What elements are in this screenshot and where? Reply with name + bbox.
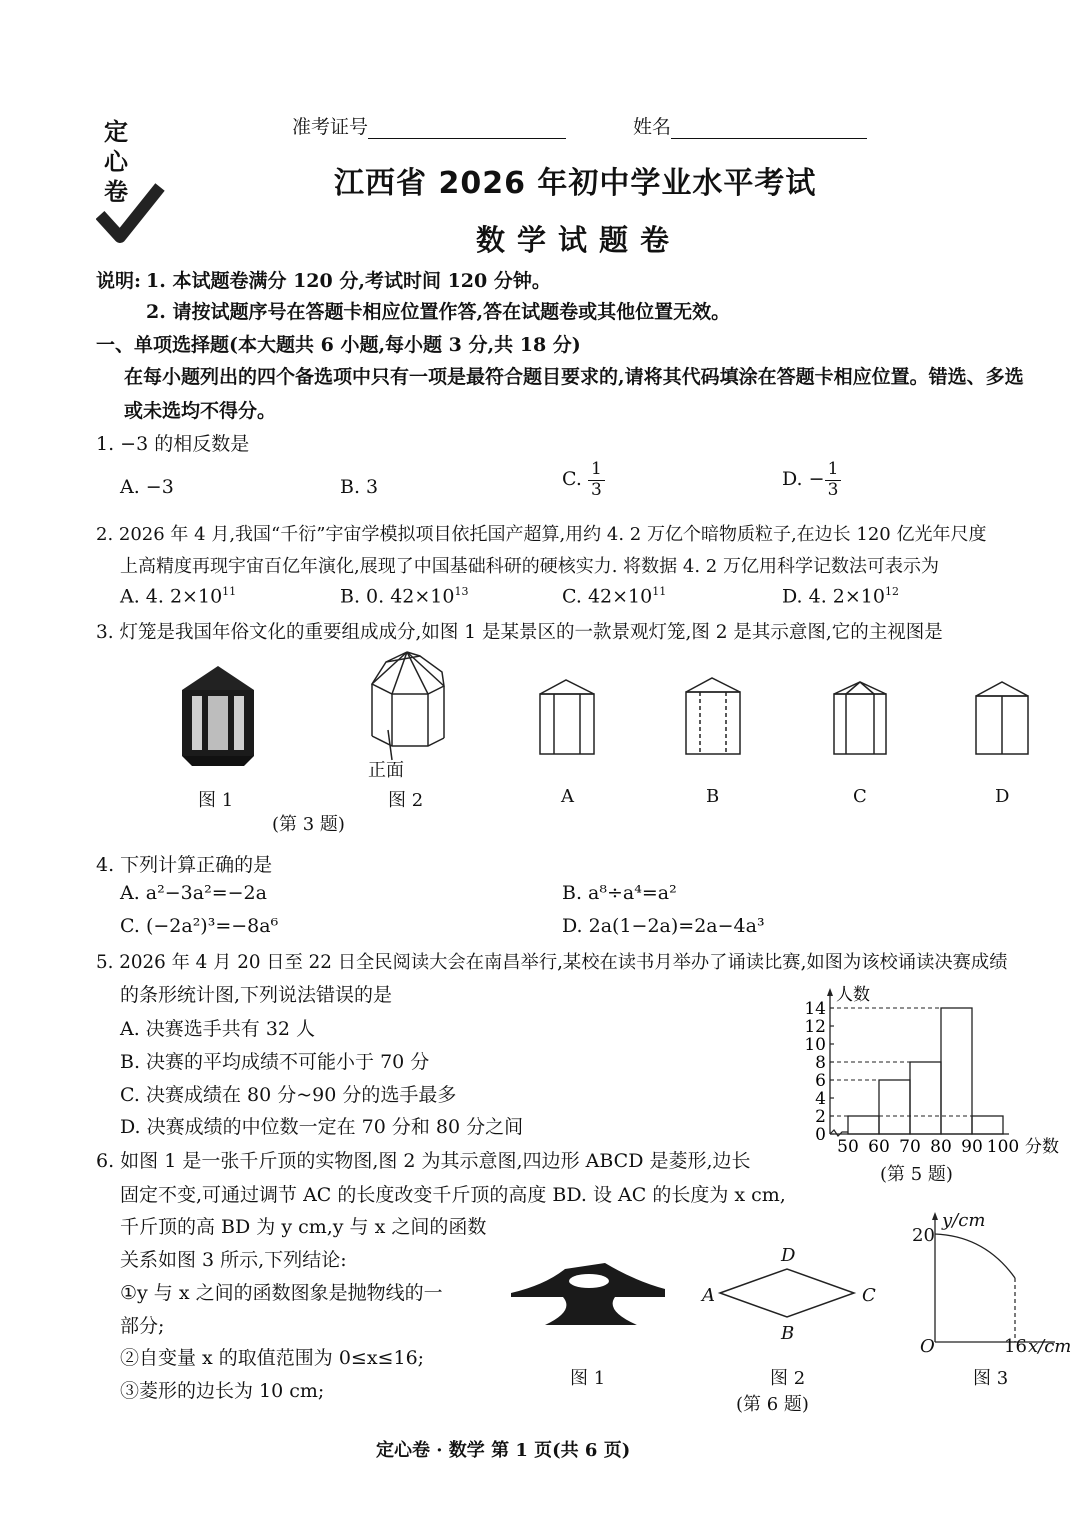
q1-option-c (562, 460, 605, 500)
page-subtitle: 数学试题卷 (476, 223, 682, 257)
q4-stem: 4. 下列计算正确的是 (96, 854, 273, 876)
q2-line-1: 2. 2026 年 4 月,我国“千衍”宇宙学模拟项目依托国产超算,用约 4. 2 万亿个暗物质粒子,在边长 120 亿光年尺度 (96, 524, 987, 545)
q2-option-d (782, 585, 899, 607)
q4-option-c: C. (−2a²)³=−8a⁶ (120, 915, 279, 937)
q6-line-2: 固定不变,可通过调节 AC 的长度改变千斤顶的高度 BD. 设 AC 的长度为 x cm, (120, 1184, 786, 1206)
denominator: 3 (827, 479, 839, 500)
q5-bar-chart (790, 980, 1080, 1180)
x-tick-label: 50 (837, 1137, 859, 1157)
rhombus-label-c: C (862, 1285, 876, 1306)
axis-break-mark (830, 1130, 848, 1136)
x-axis-label: 分数 (1025, 1137, 1059, 1157)
q2-d-exp: 12 (885, 585, 899, 598)
q3-fig2-label: 图 2 (388, 790, 424, 811)
x-tick-label: 80 (930, 1137, 952, 1157)
q2-d-base: D. 4. 2×10 (782, 585, 885, 608)
x-tick-label: 60 (868, 1137, 890, 1157)
instructions-label: 说明: (96, 270, 142, 292)
bar (879, 1080, 910, 1134)
y-tick-label: 10 (804, 1035, 826, 1055)
q5-line-2: 的条形统计图,下列说法错误的是 (120, 984, 393, 1006)
q1-c-label: C. (562, 468, 582, 491)
q2-option-a (120, 585, 236, 607)
bar (941, 1008, 972, 1134)
lantern-photo (182, 666, 254, 766)
q6-fig3-label: 图 3 (973, 1368, 1009, 1389)
y-tick-label: 14 (804, 999, 826, 1019)
name-field (633, 112, 867, 139)
q3-stem: 3. 灯笼是我国年俗文化的重要组成成分,如图 1 是某景区的一款景观灯笼,图 2 是其示意图,它的主视图是 (96, 622, 943, 643)
fraction (588, 460, 605, 500)
q6-caption: (第 6 题) (736, 1394, 809, 1415)
q1-stem: 1. −3 的相反数是 (96, 433, 250, 455)
q6-conclusion-2: ②自变量 x 的取值范围为 0≤x≤16; (120, 1347, 425, 1369)
q6-fig1-label: 图 1 (570, 1368, 606, 1389)
option-c-view (834, 682, 886, 754)
graph-x-value: 16 (1004, 1336, 1027, 1357)
rhombus-label-d: D (781, 1245, 796, 1266)
section-desc-1: 在每小题列出的四个备选项中只有一项是最符合题目要求的,请将其代码填涂在答题卡相应位置。错选、多选 (124, 366, 1024, 388)
q1-option-b: B. 3 (340, 476, 379, 498)
page-footer: 定心卷 · 数学 第 1 页(共 6 页) (376, 1440, 631, 1461)
instruction-line-2: 2. 请按试题序号在答题卡相应位置作答,答在试题卷或其他位置无效。 (146, 301, 731, 323)
exam-id-field (292, 112, 566, 139)
q6-line-3: 千斤顶的高 BD 为 y cm,y 与 x 之间的函数 (120, 1216, 487, 1238)
x-tick-label: 100 (986, 1137, 1020, 1157)
q2-a-base: A. 4. 2×10 (120, 585, 223, 608)
q2-b-exp: 13 (454, 585, 469, 598)
section-heading: 一、单项选择题(本大题共 6 小题,每小题 3 分,共 18 分) (96, 334, 581, 356)
q2-line-2: 上高精度再现宇宙百亿年演化,展现了中国基础科研的硬核实力. 将数据 4. 2 万亿用科学记数法可表示为 (120, 556, 939, 577)
numerator: 1 (588, 460, 605, 481)
x-tick-label: 70 (899, 1137, 921, 1157)
q4-option-b: B. a⁸÷a⁴=a² (562, 882, 677, 904)
option-d-view (976, 682, 1028, 754)
q6-conclusion-3: ③菱形的边长为 10 cm; (120, 1380, 325, 1402)
q3-front-label: 正面 (368, 760, 404, 781)
denominator: 3 (590, 479, 602, 500)
q5-option-c: C. 决赛成绩在 80 分~90 分的选手最多 (120, 1084, 457, 1106)
q5-caption: (第 5 题) (880, 1164, 953, 1185)
y-tick-label: 2 (815, 1107, 826, 1127)
q4-option-a: A. a²−3a²=−2a (120, 882, 267, 904)
q1-option-d (782, 460, 841, 500)
lantern-sketch (372, 652, 444, 760)
q3-option-d-label: D (995, 786, 1010, 807)
y-tick-label: 0 (815, 1125, 826, 1145)
y-axis-arrow (827, 988, 833, 996)
q3-option-c-label: C (853, 786, 867, 807)
q2-b-base: B. 0. 42×10 (340, 585, 455, 608)
graph-y-value: 20 (912, 1225, 935, 1246)
q2-option-c (562, 585, 666, 607)
instruction-line-1: 1. 本试题卷满分 120 分,考试时间 120 分钟。 (146, 270, 551, 292)
q3-fig1-label: 图 1 (198, 790, 234, 811)
fraction (825, 460, 842, 500)
q5-option-b: B. 决赛的平均成绩不可能小于 70 分 (120, 1051, 430, 1073)
q3-option-b-label: B (706, 786, 720, 807)
graph-y-axis-label: y/cm (942, 1210, 986, 1231)
bar (972, 1116, 1003, 1134)
bar (910, 1062, 941, 1134)
q3-figures (0, 650, 1080, 830)
name-blank (671, 118, 867, 139)
checkmark-icon (96, 115, 176, 245)
car-jack-photo (505, 1255, 675, 1335)
q3-caption: (第 3 题) (272, 814, 345, 835)
rhombus-label-a: A (702, 1285, 715, 1306)
page-title: 江西省 2026 年初中学业水平考试 (334, 166, 817, 201)
name-label: 姓名 (633, 116, 672, 138)
y-tick-label: 4 (815, 1089, 826, 1109)
y-axis-label: 人数 (836, 985, 870, 1005)
q5-line-1: 5. 2026 年 4 月 20 日至 22 日全民阅读大会在南昌举行,某校在读书月举办了诵读比赛,如图为该校诵读决赛成绩 (96, 952, 1008, 973)
stamp-logo (96, 115, 176, 245)
q6-fig2-label: 图 2 (770, 1368, 806, 1389)
q2-c-exp: 11 (652, 585, 667, 598)
q4-option-d: D. 2a(1−2a)=2a−4a³ (562, 915, 765, 937)
q1-d-label: D. − (782, 468, 825, 491)
y-tick-label: 6 (815, 1071, 826, 1091)
q2-option-b (340, 585, 468, 607)
graph-origin: O (920, 1336, 935, 1357)
stamp-text: 定心卷 (104, 118, 128, 206)
bar (848, 1116, 879, 1134)
numerator: 1 (825, 460, 842, 481)
q3-option-a-label: A (561, 786, 574, 807)
q2-a-exp: 11 (222, 585, 237, 598)
q1-option-a: A. −3 (120, 476, 174, 498)
exam-id-label: 准考证号 (292, 116, 369, 138)
option-a-view (540, 680, 594, 754)
q6-line-1: 6. 如图 1 是一张千斤顶的实物图,图 2 为其示意图,四边形 ABCD 是菱形,边长 (96, 1150, 751, 1172)
exam-id-blank (368, 118, 566, 139)
q5-option-d: D. 决赛成绩的中位数一定在 70 分和 80 分之间 (120, 1116, 524, 1138)
section-desc-2: 或未选均不得分。 (124, 400, 277, 422)
q5-option-a: A. 决赛选手共有 32 人 (120, 1018, 316, 1040)
y-tick-label: 12 (804, 1017, 826, 1037)
y-tick-label: 8 (815, 1053, 826, 1073)
q6-conclusion-1b: 部分; (120, 1315, 165, 1337)
graph-x-axis-label: x/cm (1028, 1336, 1072, 1357)
option-b-view (686, 678, 740, 754)
q2-c-base: C. 42×10 (562, 585, 653, 608)
q6-line-4: 关系如图 3 所示,下列结论: (120, 1249, 347, 1271)
x-tick-label: 90 (961, 1137, 983, 1157)
q6-conclusion-1a: ①y 与 x 之间的函数图象是抛物线的一 (120, 1282, 443, 1304)
rhombus-label-b: B (781, 1323, 795, 1344)
